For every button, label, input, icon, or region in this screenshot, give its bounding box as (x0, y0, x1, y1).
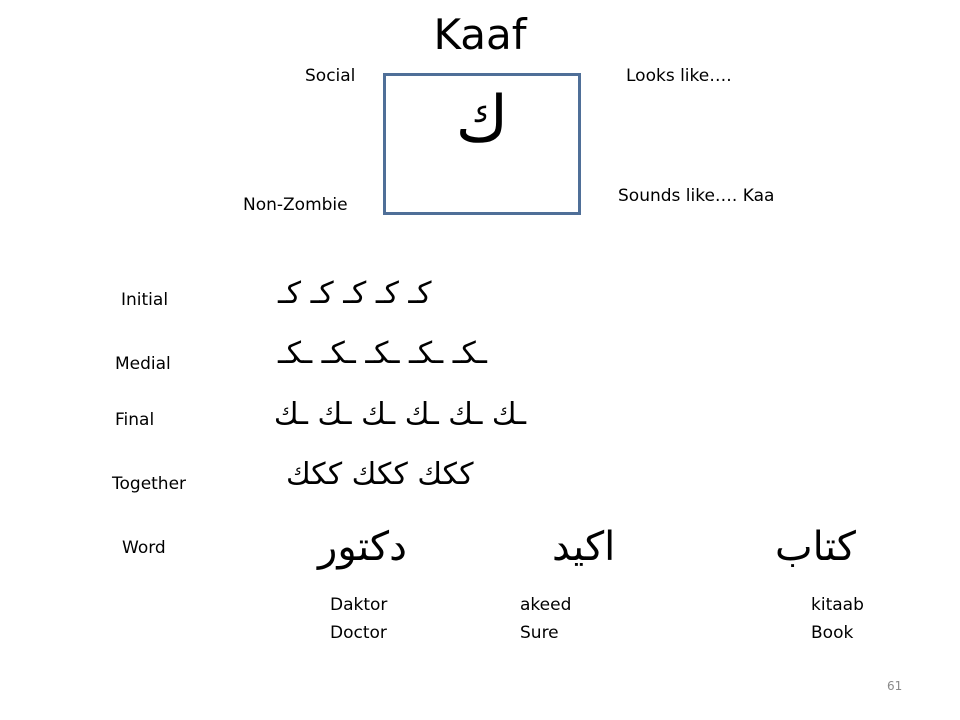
forms-final: ـك ـك ـك ـك ـك ـك (273, 397, 526, 432)
note-social: Social (305, 66, 356, 86)
forms-medial: ـكـ ـكـ ـكـ ـكـ ـكـ (278, 336, 487, 371)
note-sounds-like: Sounds like…. Kaa (618, 186, 775, 206)
word-arabic: كتاب (775, 524, 856, 570)
word-arabic: اكيد (552, 524, 616, 570)
word-transliteration: Daktor (330, 595, 388, 615)
note-non-zombie: Non-Zombie (243, 195, 348, 215)
label-final: Final (115, 410, 155, 430)
forms-initial: كـ كـ كـ كـ كـ (278, 276, 432, 311)
letter-box (383, 73, 581, 215)
label-medial: Medial (115, 354, 171, 374)
label-together: Together (112, 474, 187, 494)
word-transliteration: kitaab (811, 595, 864, 615)
word-meaning: Sure (520, 623, 559, 643)
page-number: 61 (887, 679, 903, 693)
note-looks-like: Looks like…. (626, 66, 732, 86)
word-arabic: دكتور (318, 524, 407, 570)
slide-title: Kaaf (433, 10, 527, 59)
label-initial: Initial (121, 290, 169, 310)
label-word: Word (122, 538, 166, 558)
forms-together: ككك ككك ككك (286, 457, 474, 492)
letter-glyph: ك (455, 83, 509, 157)
word-meaning: Book (811, 623, 854, 643)
word-meaning: Doctor (330, 623, 387, 643)
word-transliteration: akeed (520, 595, 572, 615)
